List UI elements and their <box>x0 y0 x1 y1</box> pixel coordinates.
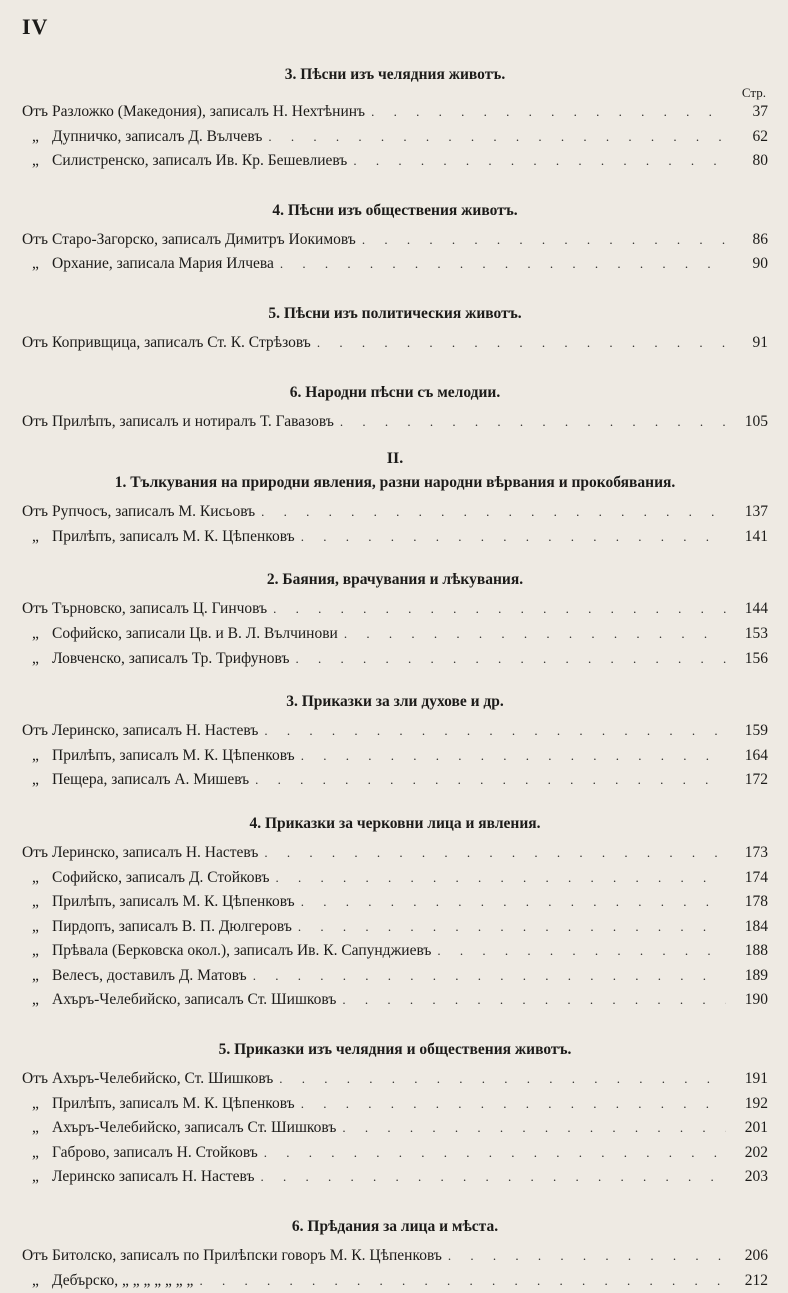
entry-page-number: 153 <box>744 624 768 642</box>
entry-lead: „ <box>32 746 39 764</box>
toc-entry[interactable] <box>22 1067 768 1092</box>
entry-lead: „ <box>32 771 39 789</box>
entry-page-number: 156 <box>744 649 768 667</box>
entry-page-number: 206 <box>744 1247 768 1265</box>
entry-page-number: 184 <box>744 917 768 935</box>
entry-lead: „ <box>32 942 39 960</box>
toc-section <box>22 44 768 174</box>
dot-leader <box>253 964 726 989</box>
toc-section <box>22 174 768 277</box>
toc-entry[interactable] <box>22 149 768 174</box>
section-title: 6. Народни пѣсни съ мелодии. <box>289 383 501 401</box>
entry-page-number: 203 <box>744 1168 768 1186</box>
toc-entry[interactable] <box>22 525 768 550</box>
entry-lead: Отъ <box>22 103 48 120</box>
toc-entry[interactable] <box>22 125 768 150</box>
entry-lead: „ <box>32 255 39 273</box>
dot-leader <box>264 1141 726 1166</box>
dot-leader <box>353 149 726 174</box>
entry-page-number: 172 <box>744 771 768 789</box>
dot-leader <box>298 915 726 940</box>
part-two-sections <box>22 472 768 1293</box>
entry-page-number: 173 <box>744 843 768 861</box>
entry-page-number: 137 <box>744 503 768 521</box>
entry-page-number: 212 <box>744 1271 768 1289</box>
entry-lead: „ <box>32 1094 39 1112</box>
entry-page-number: 37 <box>752 103 768 120</box>
toc-entry[interactable] <box>22 964 768 989</box>
dot-leader <box>279 1067 726 1092</box>
entry-lead: „ <box>32 1271 39 1289</box>
dot-leader <box>264 719 726 744</box>
entry-page-number: 178 <box>744 893 768 911</box>
section-title: 5. Пѣсни изъ политическия животъ. <box>268 304 522 322</box>
toc-entry[interactable] <box>22 622 768 647</box>
entry-text: Велесъ, доставилъ Д. Матовъ <box>52 966 247 984</box>
part-one-sections <box>22 44 768 434</box>
entry-lead: Отъ <box>22 722 48 740</box>
page-number: IV <box>22 14 49 39</box>
entry-text: Софийско, записали Цв. и В. Л. Вълчинови <box>52 624 338 642</box>
section-title: 5. Приказки изъ челядния и обществения животъ. <box>218 1041 572 1059</box>
entry-text: Орхание, записала Мария Илчева <box>52 255 274 273</box>
toc-entry[interactable] <box>22 252 768 277</box>
entry-page-number: 164 <box>744 746 768 764</box>
entry-text: Прилѣпъ, записалъ и нотиралъ Т. Гавазовъ <box>52 412 334 430</box>
toc-section <box>22 277 768 356</box>
entry-text: Ахъръ-Челебийско, Ст. Шишковъ <box>52 1070 274 1088</box>
entry-text: Старо-Загорско, записалъ Димитръ Иокимовъ <box>52 230 356 248</box>
dot-leader <box>264 841 726 866</box>
entry-lead: Отъ <box>22 600 48 618</box>
toc-section <box>22 356 768 435</box>
entry-page-number: 190 <box>744 991 768 1009</box>
dot-leader <box>280 252 726 277</box>
section-title: 6. Прѣдания за лица и мѣста. <box>291 1218 499 1236</box>
entry-page-number: 201 <box>744 1119 768 1137</box>
toc-entry[interactable] <box>22 890 768 915</box>
dot-leader <box>362 228 726 253</box>
entry-lead: „ <box>32 966 39 984</box>
entry-lead: „ <box>32 127 39 145</box>
entry-lead: „ <box>32 1119 39 1137</box>
entry-lead: Отъ <box>22 1070 48 1088</box>
entry-lead: Отъ <box>22 412 48 430</box>
dot-leader <box>301 744 726 769</box>
entry-page-number: 141 <box>744 527 768 545</box>
toc-section <box>22 671 768 793</box>
dot-leader <box>301 1092 726 1117</box>
section-title: 3. Пѣсни изъ челядния животъ. <box>284 66 506 83</box>
entry-text: Копривщица, записалъ Ст. К. Стрѣзовъ <box>52 333 311 351</box>
entry-page-number: 189 <box>744 966 768 984</box>
section-title: 4. Приказки за черковни лица и явления. <box>249 814 541 832</box>
entry-lead: „ <box>32 1168 39 1186</box>
entry-text: Търновско, записалъ Ц. Гинчовъ <box>52 600 268 618</box>
entry-page-number: 159 <box>744 722 768 740</box>
entry-page-number: 62 <box>752 127 768 145</box>
entry-text: Леринско записалъ Н. Настевъ <box>52 1168 255 1186</box>
toc-entry[interactable] <box>22 1244 768 1269</box>
entry-lead: „ <box>32 624 39 642</box>
toc-section <box>22 1013 768 1190</box>
entry-page-number: 188 <box>744 942 768 960</box>
toc-entry[interactable] <box>22 939 768 964</box>
dot-leader <box>344 622 726 647</box>
toc-entry[interactable] <box>22 228 768 253</box>
entry-lead: „ <box>32 917 39 935</box>
toc-entry[interactable] <box>22 915 768 940</box>
entry-text: Дебърско, „ „ „ „ „ „ „ <box>52 1271 194 1289</box>
toc-entry[interactable] <box>22 1165 768 1190</box>
dot-leader <box>296 647 727 672</box>
entry-text: Ловченско, записалъ Тр. Трифуновъ <box>52 649 290 667</box>
entry-page-number: 91 <box>752 333 768 351</box>
entry-page-number: 90 <box>752 255 768 273</box>
entry-page-number: 202 <box>744 1143 768 1161</box>
entry-text: Пещера, записалъ А. Мишевъ <box>52 771 250 789</box>
part-heading: II. <box>386 450 404 468</box>
entry-page-number: 192 <box>744 1094 768 1112</box>
entry-text: Габрово, записалъ Н. Стойковъ <box>52 1143 258 1161</box>
entry-text: Прилѣпъ, записалъ М. К. Цѣпенковъ <box>52 746 295 764</box>
dot-leader <box>255 768 726 793</box>
entry-lead: „ <box>32 893 39 911</box>
toc-section <box>22 472 768 549</box>
entry-lead: „ <box>32 868 39 886</box>
toc-entry[interactable] <box>22 841 768 866</box>
dot-leader <box>317 331 726 356</box>
toc-entry[interactable] <box>22 1269 768 1293</box>
toc-entry[interactable] <box>22 988 768 1013</box>
entry-lead: Отъ <box>22 843 48 861</box>
entry-text: Прѣвала (Берковска окол.), записалъ Ив. К. Сапунджиевъ <box>52 942 432 960</box>
entry-text: Рупчосъ, записалъ М. Кисьовъ <box>52 503 256 521</box>
entry-text: Софийско, записалъ Д. Стойковъ <box>52 868 270 886</box>
toc-entry[interactable] <box>22 719 768 744</box>
dot-leader <box>340 410 726 435</box>
entry-text: Прилѣпъ, записалъ М. К. Цѣпенковъ <box>52 893 295 911</box>
entry-lead: Отъ <box>22 1247 48 1265</box>
toc-entry[interactable] <box>22 647 768 672</box>
toc-entry[interactable] <box>22 597 768 622</box>
dot-leader <box>273 597 726 622</box>
entry-text: Прилѣпъ, записалъ М. К. Цѣпенковъ <box>52 1094 295 1112</box>
toc-entry[interactable] <box>22 1092 768 1117</box>
dot-leader <box>260 1165 726 1190</box>
entry-page-number: 144 <box>744 600 768 618</box>
entry-page-number: 174 <box>744 868 768 886</box>
entry-lead: Отъ <box>22 333 48 351</box>
entry-lead: „ <box>32 152 39 170</box>
entry-text: Разложко (Македония), записалъ Н. Нехтѣнинъ <box>52 103 366 120</box>
toc-entry[interactable] <box>22 1116 768 1141</box>
dot-leader <box>371 100 726 125</box>
entry-text: Прилѣпъ, записалъ М. К. Цѣпенковъ <box>52 527 295 545</box>
toc-section <box>22 1190 768 1293</box>
dot-leader <box>261 500 726 525</box>
entry-text: Битолско, записалъ по Прилѣпски говоръ М. К. Цѣпенковъ <box>52 1247 442 1265</box>
toc-entry[interactable] <box>22 410 768 435</box>
toc-section <box>22 549 768 671</box>
section-title: 1. Тълкувания на природни явления, разни народни вѣрвания и прокобявания. <box>114 474 676 492</box>
dot-leader <box>437 939 726 964</box>
entry-lead: Отъ <box>22 230 48 248</box>
entry-page-number: 80 <box>752 152 768 170</box>
entry-text: Леринско, записалъ Н. Настевъ <box>52 843 259 861</box>
entry-page-number: 191 <box>744 1070 768 1088</box>
entry-text: Ахъръ-Челебийско, записалъ Ст. Шишковъ <box>52 1119 337 1137</box>
entry-text: Ахъръ-Челебийско, записалъ Ст. Шишковъ <box>52 991 337 1009</box>
section-title: 3. Приказки за зли духове и др. <box>286 693 504 711</box>
dot-leader <box>301 890 726 915</box>
toc-entry[interactable] <box>22 500 768 525</box>
toc-section <box>22 793 768 1013</box>
dot-leader <box>301 525 726 550</box>
section-title: 4. Пѣсни изъ обществения животъ. <box>272 201 518 219</box>
entry-lead: „ <box>32 649 39 667</box>
entry-page-number: 86 <box>752 230 768 248</box>
dot-leader <box>342 1116 726 1141</box>
entry-lead: „ <box>32 1143 39 1161</box>
entry-text: Силистренско, записалъ Ив. Кр. Бешевлиевъ <box>52 152 348 170</box>
entry-text: Дупничко, записалъ Д. Вълчевъ <box>52 127 263 145</box>
entry-page-number: 105 <box>744 412 768 430</box>
section-title: 2. Баяния, врачувания и лѣкувания. <box>266 571 524 589</box>
dot-leader <box>275 866 726 891</box>
toc-entry[interactable] <box>22 744 768 769</box>
toc-entry[interactable] <box>22 768 768 793</box>
entry-lead: Отъ <box>22 503 48 521</box>
toc-entry[interactable] <box>22 866 768 891</box>
toc-entry[interactable] <box>22 1141 768 1166</box>
toc-entry[interactable] <box>22 331 768 356</box>
dot-leader <box>199 1269 726 1293</box>
dot-leader <box>448 1244 726 1269</box>
entry-text: Леринско, записалъ Н. Настевъ <box>52 722 259 740</box>
toc-entry[interactable] <box>22 100 768 125</box>
entry-lead: „ <box>32 991 39 1009</box>
dot-leader <box>268 125 726 150</box>
page-column-label: Стр. <box>741 85 766 100</box>
entry-lead: „ <box>32 527 39 545</box>
entry-text: Пирдопъ, записалъ В. П. Дюлгеровъ <box>52 917 292 935</box>
dot-leader <box>342 988 726 1013</box>
